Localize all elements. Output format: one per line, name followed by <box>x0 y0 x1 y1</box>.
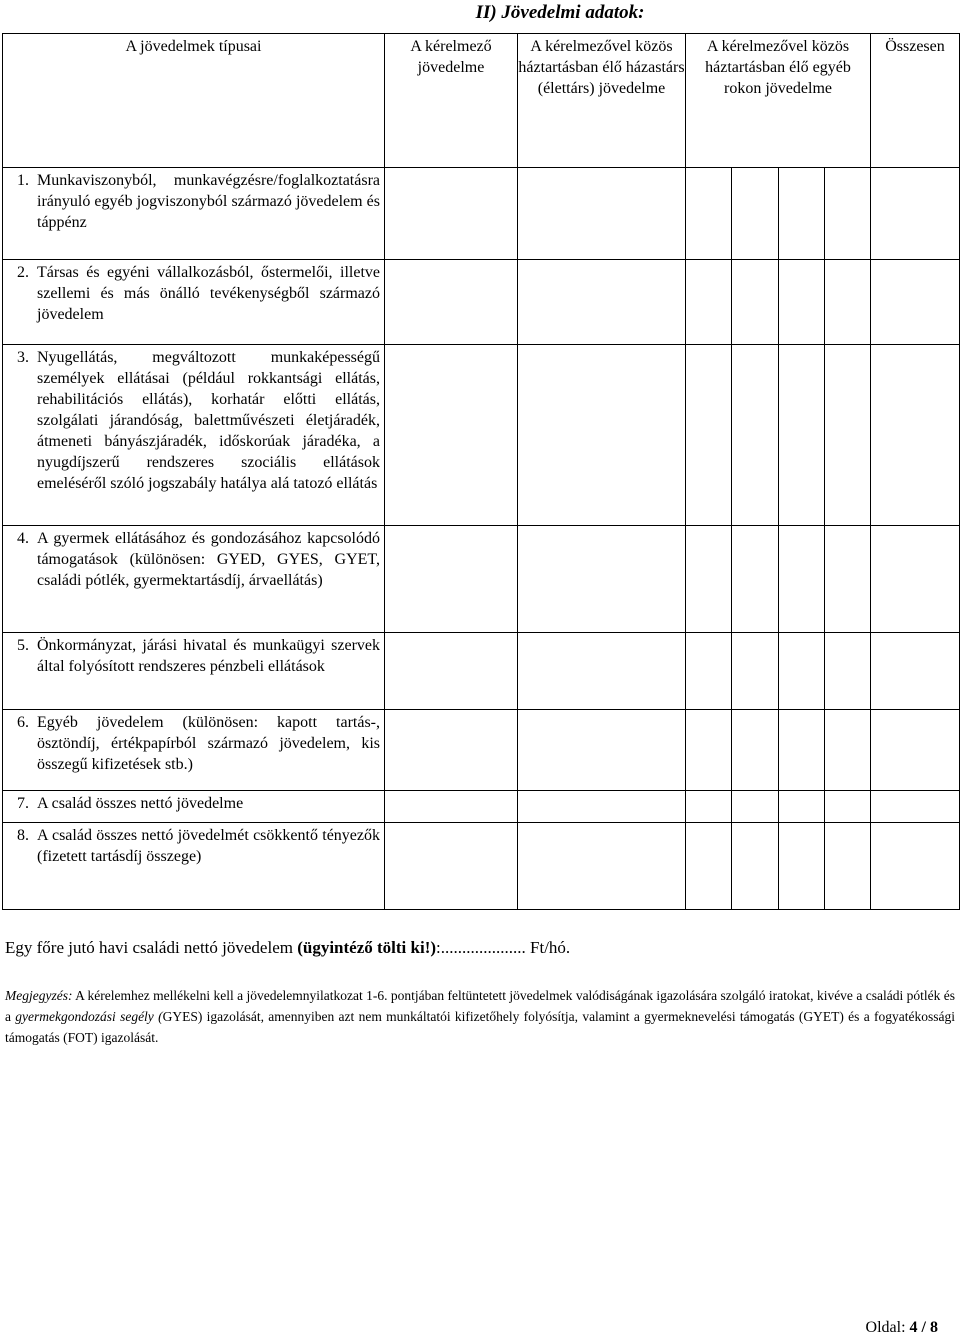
income-table <box>2 33 960 910</box>
applicant-income-cell[interactable] <box>385 345 518 526</box>
header-relative-income: A kérelmezővel közös háztartásban élő egyéb rokon jövedelme <box>686 34 871 168</box>
row-label <box>3 168 385 260</box>
row-number: 3. <box>17 349 29 366</box>
header-spouse-income: A kérelmezővel közös háztartásban élő házastárs (élettárs) jövedelme <box>518 34 686 168</box>
applicant-income-cell[interactable] <box>385 168 518 260</box>
row-number: 8. <box>17 827 29 844</box>
header-income-types: A jövedelmek típusai <box>3 34 385 168</box>
row-number: 1. <box>17 172 29 189</box>
note-text: A kérelemhez mellékelni kell a jövedelemnyilatkozat 1-6. pontjában feltüntetett jövedelmek valódiságának igazolására szolgáló iratokat, kivéve a családi pótlék és a <box>5 988 955 1024</box>
spouse-income-cell[interactable] <box>518 526 686 633</box>
row-number: 6. <box>17 714 29 731</box>
applicant-income-cell[interactable] <box>385 633 518 710</box>
header-applicant-income: A kérelmező jövedelme <box>385 34 518 168</box>
row-text: Egyéb jövedelem (különösen: kapott tartás-, ösztöndíj, értékpapírból származó jövedelem, kis összegű kifizetések stb.) <box>37 714 380 773</box>
row-text: Önkormányzat, járási hivatal és munkaügyi szervek által folyósított rendszeres pénzbeli ellátások <box>37 637 380 675</box>
row-text: Társas és egyéni vállalkozásból, őstermelői, illetve szellemi és más önálló tevékenységből származó jövedelem <box>37 264 380 323</box>
row-number: 5. <box>17 637 29 654</box>
row-number: 2. <box>17 264 29 281</box>
row-number: 4. <box>17 530 29 547</box>
page-footer <box>866 1319 938 1337</box>
table-row <box>3 823 960 910</box>
applicant-income-cell[interactable] <box>385 823 518 910</box>
page-label: Oldal: <box>865 1319 910 1336</box>
spouse-income-cell[interactable] <box>518 823 686 910</box>
row-label <box>3 633 385 710</box>
row-label <box>3 791 385 823</box>
table-row <box>3 791 960 823</box>
table-row <box>3 168 960 260</box>
table-row <box>3 345 960 526</box>
relative-income-cell[interactable] <box>686 633 871 710</box>
note-paragraph <box>5 985 955 1048</box>
note-text-2: GYES) igazolását, amennyiben azt nem munkáltatói kifizetőhely folyósítja, valamint a gyermeknevelési támogatás (GYET) és a fogyatékossági támogatás (FOT) igazolását. <box>5 1009 955 1045</box>
row-text: Nyugellátás, megváltozott munkaképességű személyek ellátásai (például rokkantsági ellátás, rehabilitációs ellátás), korhatár előtti ellátás, szolgálati járandóság, balettművészeti életjáradék, átmeneti bányászjáradék, időskorúak járadéka, a nyugdíjszerű rendszeres szociális ellátások emeléséről szóló jogszabály hatálya alá tatozó ellátás <box>37 349 380 492</box>
summary-prefix: Egy főre jutó havi családi nettó jövedelem <box>5 938 298 957</box>
row-label <box>3 823 385 910</box>
summary-bold: (ügyintéző tölti ki!) <box>297 938 437 957</box>
row-text: Munkaviszonyból, munkavégzésre/foglalkoztatásra irányuló egyéb jogviszonyból származó jövedelem és táppénz <box>37 172 380 231</box>
table-row <box>3 633 960 710</box>
total-cell[interactable] <box>871 823 960 910</box>
applicant-income-cell[interactable] <box>385 710 518 791</box>
spouse-income-cell[interactable] <box>518 710 686 791</box>
row-number: 7. <box>17 795 29 812</box>
relative-income-cell[interactable] <box>686 823 871 910</box>
applicant-income-cell[interactable] <box>385 260 518 345</box>
relative-income-cell[interactable] <box>686 345 871 526</box>
table-row <box>3 260 960 345</box>
spouse-income-cell[interactable] <box>518 791 686 823</box>
row-text: A család összes nettó jövedelmét csökkentő tényezők (fizetett tartásdíj összege) <box>37 827 380 865</box>
spouse-income-cell[interactable] <box>518 633 686 710</box>
spouse-income-cell[interactable] <box>518 168 686 260</box>
row-label <box>3 710 385 791</box>
relative-income-cell[interactable] <box>686 168 871 260</box>
note-italic: gyermekgondozási segély ( <box>15 1009 163 1024</box>
note-label: Megjegyzés: <box>5 988 73 1003</box>
per-capita-income-line <box>5 938 570 958</box>
row-label <box>3 260 385 345</box>
summary-suffix: :.................... Ft/hó. <box>436 938 571 957</box>
applicant-income-cell[interactable] <box>385 526 518 633</box>
row-text: A család összes nettó jövedelme <box>37 795 244 812</box>
row-text: A gyermek ellátásához és gondozásához kapcsolódó támogatások (különösen: GYED, GYES, GYET, családi pótlék, gyermektartásdíj, árvaellátás) <box>37 530 380 589</box>
total-cell[interactable] <box>871 633 960 710</box>
relative-income-cell[interactable] <box>686 791 871 823</box>
section-title: II) Jövedelmi adatok: <box>475 2 645 23</box>
relative-income-cell[interactable] <box>686 526 871 633</box>
table-header-row <box>3 34 960 168</box>
table-row <box>3 710 960 791</box>
page-number: 4 / 8 <box>909 1319 938 1336</box>
total-cell[interactable] <box>871 345 960 526</box>
table-row <box>3 526 960 633</box>
row-label <box>3 526 385 633</box>
relative-income-cell[interactable] <box>686 260 871 345</box>
applicant-income-cell[interactable] <box>385 791 518 823</box>
relative-income-cell[interactable] <box>686 710 871 791</box>
total-cell[interactable] <box>871 526 960 633</box>
row-label <box>3 345 385 526</box>
total-cell[interactable] <box>871 260 960 345</box>
spouse-income-cell[interactable] <box>518 260 686 345</box>
header-total: Összesen <box>871 34 960 168</box>
total-cell[interactable] <box>871 710 960 791</box>
spouse-income-cell[interactable] <box>518 345 686 526</box>
total-cell[interactable] <box>871 168 960 260</box>
total-cell[interactable] <box>871 791 960 823</box>
